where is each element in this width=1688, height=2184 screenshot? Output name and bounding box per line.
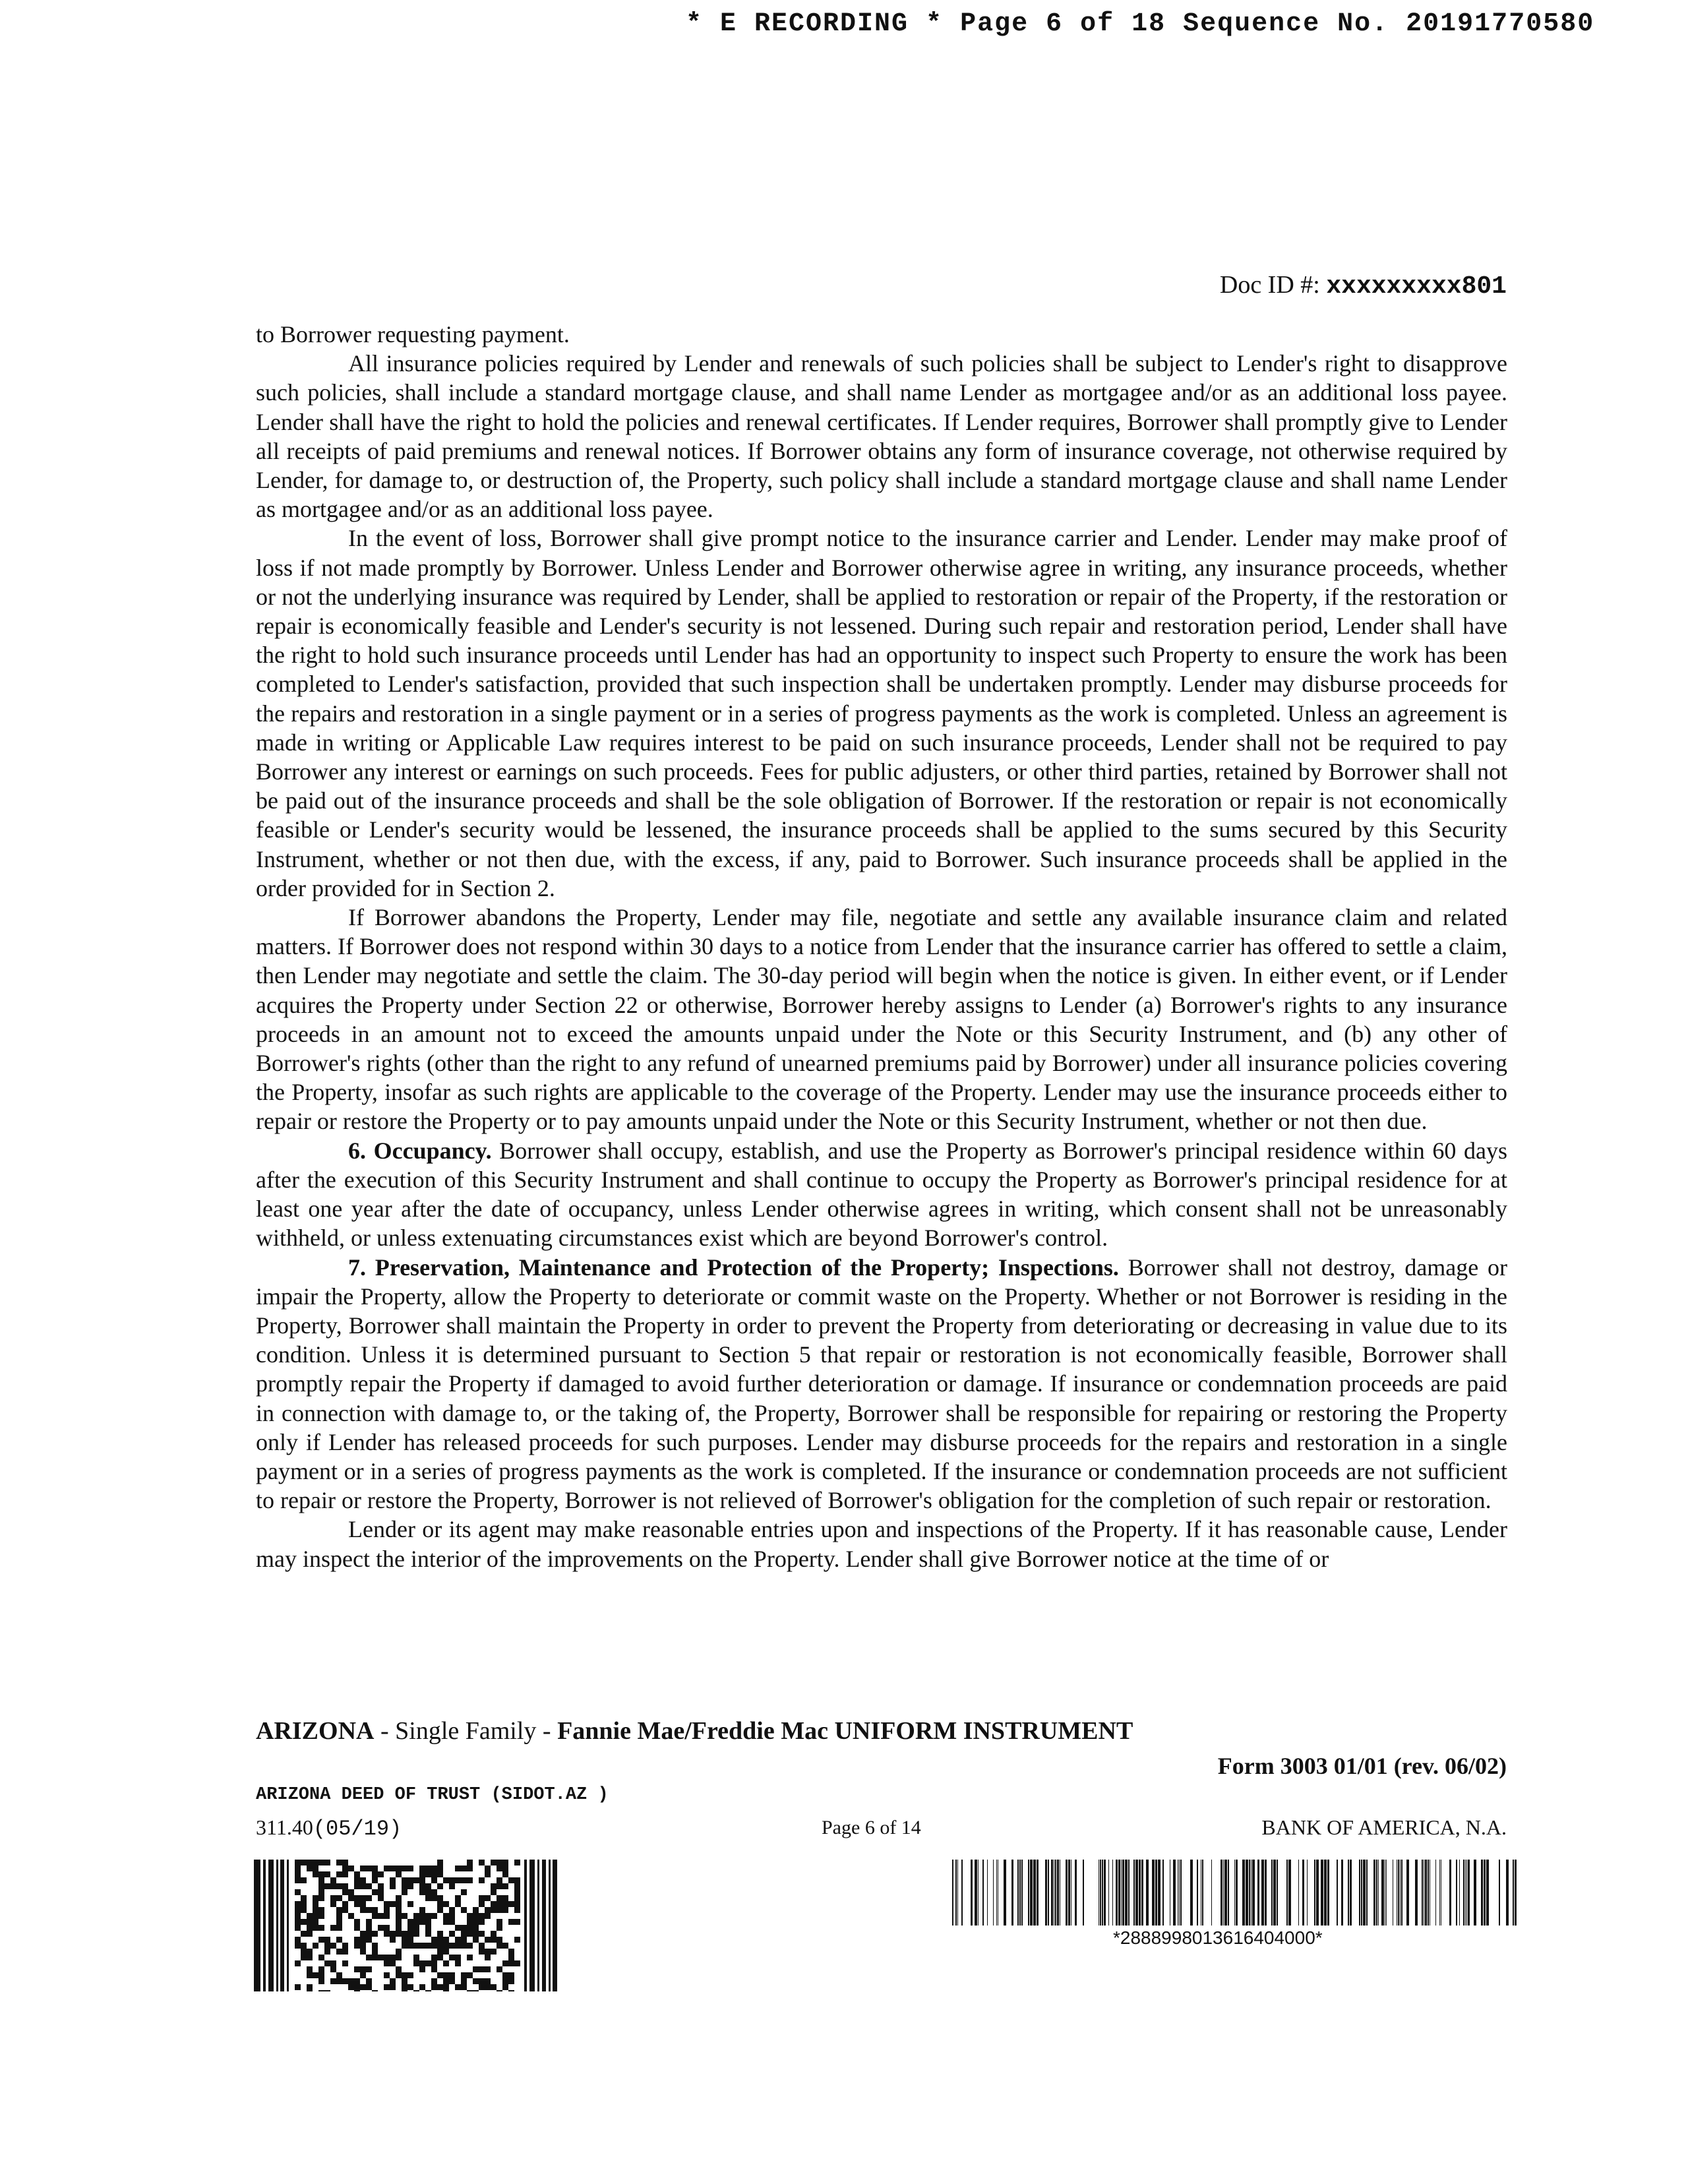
- barcode-icon: [952, 1860, 1519, 1926]
- form-title-state: ARIZONA: [256, 1717, 375, 1745]
- paragraph-inspections: Lender or its agent may make reasonable entries upon and inspections of the Property. If it has reasonable cause, Lender may inspect the interior of the improvements on the Property. Lender shall give Borrower notice at the time of or: [256, 1516, 1507, 1572]
- section-7-title: 7. Preservation, Maintenance and Protection of the Property; Inspections.: [348, 1254, 1119, 1281]
- 2d-barcode-icon: [254, 1860, 557, 1991]
- section-7-text: Borrower shall not destroy, damage or impair the Property, allow the Property to deteriorate or commit waste on the Property. Whether or not Borrower is residing in the Property, Borrower shall maintain the Property in order to prevent the Property from deteriorating or decreasing in value due to its condition. Unless it is determined pursuant to Section 5 that repair or restoration is not economically feasible, Borrower shall promptly repair the Property if damaged to avoid further deterioration or damage. If insurance or condemnation proceeds are paid in connection with damage to, or the taking of, the Property, Borrower shall be responsible for repairing or restoring the Property only if Lender has released proceeds for such purposes. Lender may disburse proceeds for the repairs and restoration in a single payment or in a series of progress payments as the work is completed. If the insurance or condemnation proceeds are not sufficient to repair or restore the Property, Borrower is not relieved of Borrower's obligation for the completion of such repair or restoration.: [256, 1254, 1508, 1514]
- form-number: Form 3003 01/01 (rev. 06/02): [1217, 1753, 1507, 1779]
- section-6-text: Borrower shall occupy, establish, and use the Property as Borrower's principal residence within 60 days after the execution of this Security Instrument and shall continue to occupy the Property as Borrower's principal residence for at least one year after the date of occupancy, unless Lender otherwise agrees in writing, which consent shall not be unreasonably withheld, or unless extenuating circumstances exist which are beyond Borrower's control.: [256, 1137, 1507, 1252]
- form-title-separator: - Single Family -: [374, 1717, 558, 1745]
- deed-label: ARIZONA DEED OF TRUST (SIDOT.AZ ): [256, 1785, 609, 1805]
- document-body: [256, 320, 1507, 1573]
- section-6-title: 6. Occupancy.: [348, 1137, 492, 1164]
- form-code-prefix: 311.40: [256, 1815, 313, 1839]
- form-code-date: (05/19): [313, 1817, 402, 1841]
- section-6-occupancy: [256, 1136, 1507, 1253]
- form-code: [256, 1815, 402, 1841]
- doc-id: [1220, 270, 1507, 301]
- paragraph-event-of-loss: In the event of loss, Borrower shall give prompt notice to the insurance carrier and Lender. Lender may make proof of loss if not made promptly by Borrower. Unless Lender and Borrower otherwise agree in writing, any insurance proceeds, whether or not the underlying insurance was required by Lender, shall be applied to restoration or repair of the Property, if the restoration or repair is economically feasible and Lender's security is not lessened. During such repair and restoration period, Lender shall have the right to hold such insurance proceeds until Lender has had an opportunity to inspect such Property to ensure the work has been completed to Lender's satisfaction, provided that such inspection shall be undertaken promptly. Lender may disburse proceeds for the repairs and restoration in a single payment or in a series of progress payments as the work is completed. Unless an agreement is made in writing or Applicable Law requires interest to be paid on such insurance proceeds, Lender shall not be required to pay Borrower any interest or earnings on such proceeds. Fees for public adjusters, or other third parties, retained by Borrower shall not be paid out of the insurance proceeds and shall be the sole obligation of Borrower. If the restoration or repair is not economically feasible or Lender's security would be lessened, the insurance proceeds shall be applied to the sums secured by this Security Instrument, whether or not then due, with the excess, if any, paid to Borrower. Such insurance proceeds shall be applied in the order provided for in Section 2.: [256, 525, 1507, 901]
- form-title-instrument: Fannie Mae/Freddie Mac UNIFORM INSTRUMENT: [557, 1717, 1133, 1745]
- doc-id-value: xxxxxxxxx801: [1326, 272, 1507, 301]
- barcode-number: *2888998013616404000*: [1113, 1927, 1323, 1948]
- form-title: [256, 1716, 1133, 1745]
- section-7-preservation: [256, 1253, 1507, 1515]
- recording-header: * E RECORDING * Page 6 of 18 Sequence No. 20191770580: [686, 9, 1595, 39]
- paragraph-insurance-policies: All insurance policies required by Lender and renewals of such policies shall be subject to Lender's right to disapprove such policies, shall include a standard mortgage clause, and shall name Lender as mortgagee and/or as an additional loss payee. Lender shall have the right to hold the policies and renewal certificates. If Lender requires, Borrower shall promptly give to Lender all receipts of paid premiums and renewal notices. If Borrower obtains any form of insurance coverage, not otherwise required by Lender, for damage to, or destruction of, the Property, such policy shall include a standard mortgage clause and shall name Lender as mortgagee and/or as an additional loss payee.: [256, 350, 1507, 523]
- page-number: Page 6 of 14: [822, 1817, 921, 1838]
- paragraph-abandonment: If Borrower abandons the Property, Lender may file, negotiate and settle any available insurance claim and related matters. If Borrower does not respond within 30 days to a notice from Lender that the insurance carrier has offered to settle a claim, then Lender may negotiate and settle the claim. The 30-day period will begin when the notice is given. In either event, or if Lender acquires the Property under Section 22 or otherwise, Borrower hereby assigns to Lender (a) Borrower's rights to any insurance proceeds in an amount not to exceed the amounts unpaid under the Note or this Security Instrument, and (b) any other of Borrower's rights (other than the right to any refund of unearned premiums paid by Borrower) under all insurance policies covering the Property, insofar as such rights are applicable to the coverage of the Property. Lender may use the insurance proceeds either to repair or restore the Property or to pay amounts unpaid under the Note or this Security Instrument, whether or not then due.: [256, 904, 1507, 1135]
- doc-id-label: Doc ID #:: [1219, 271, 1327, 299]
- paragraph-continuation: to Borrower requesting payment.: [256, 321, 570, 348]
- bank-name: BANK OF AMERICA, N.A.: [1261, 1815, 1507, 1839]
